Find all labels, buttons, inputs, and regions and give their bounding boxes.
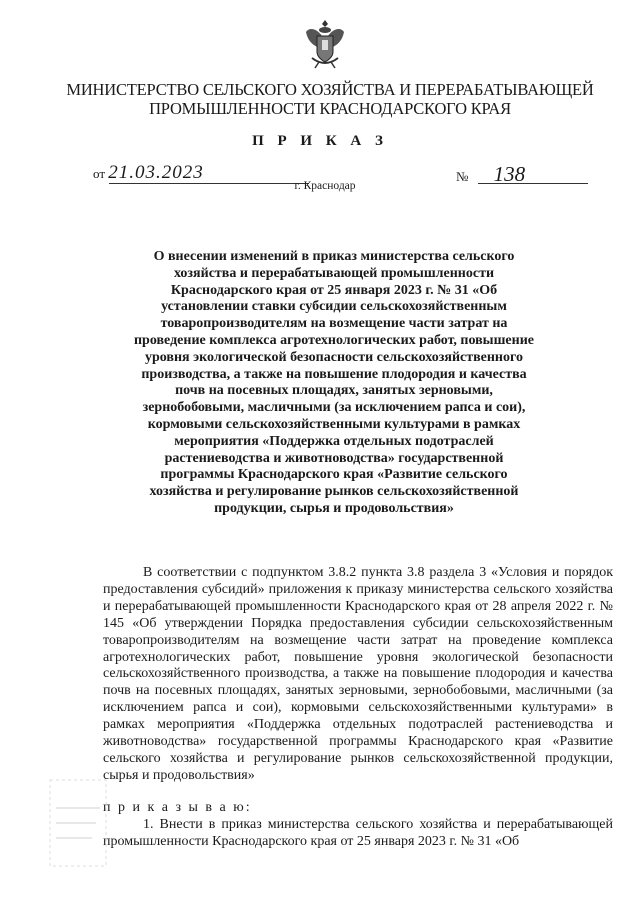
number-prefix: № — [456, 169, 469, 184]
number-value: 138 — [493, 162, 526, 186]
order-title: П Р И К А З — [252, 133, 388, 149]
city: г. Краснодар — [294, 180, 356, 192]
decree-word: п р и к а з ы в а ю: — [103, 800, 252, 815]
ministry-name-line2: ПРОМЫШЛЕННОСТИ КРАСНОДАРСКОГО КРАЯ — [149, 99, 511, 118]
ministry-name — [60, 80, 600, 118]
coat-of-arms-icon — [302, 18, 348, 70]
date-value: 21.03.2023 — [108, 162, 204, 183]
faded-stamp — [48, 778, 108, 868]
ministry-name-line1: МИНИСТЕРСТВО СЕЛЬСКОГО ХОЗЯЙСТВА И ПЕРЕРАБАТЫВАЮЩЕЙ — [66, 80, 594, 99]
date-prefix: от — [93, 166, 106, 181]
preamble-paragraph: В соответствии с подпунктом 3.8.2 пункта 3.8 раздела 3 «Условия и порядок предоставления субсидий» приложения к приказу министерства сельского хозяйства и перерабатывающей промышленности Краснодарского края от 28 апреля 2022 г. № 145 «Об утверждении Порядка предоставления субсидии сельскохозяйственным товаропроизводителям на возмещение части затрат на проведение комплекса агротехнологических работ, повышение уровня экологической безопасности сельскохозяйственного производства, а также на повышение плодородия и качества почв на посевных площадях, занятых зерновыми, зернобобовыми, масличными (за исключением рапса и сои), кормовыми сельскохозяйственными культурами» в рамках мероприятия «Поддержка отдельных подотраслей растениеводства и животноводства» государственной программы Краснодарского края «Развитие сельского хозяйства и регулирование рынков сельскохозяйственной продукции, сырья и продовольствия» — [103, 565, 613, 783]
order-subject: О внесении изменений в приказ министерства сельского хозяйства и перерабатывающей промышленности Краснодарского края от 25 января 2023 г. № 31 «Об установлении ставки субсидии сельскохозяйственным товаропроизводителям на возмещение части затрат на проведение комплекса агротехнологических работ, повышение уровня экологической безопасности сельскохозяйственного производства, а также на повышение плодородия и качества почв на посевных площадях, занятых зерновыми, зернобобовыми, масличными (за исключением рапса и сои), кормовыми сельскохозяйственными культурами в рамках мероприятия «Поддержка отдельных подотраслей растениеводства и животноводства» государственной программы Краснодарского края «Развитие сельского хозяйства и регулирование рынков сельскохозяйственной продукции, сырья и продовольствия» — [133, 249, 534, 516]
item-1-paragraph: 1. Внести в приказ министерства сельского хозяйства и перерабатывающей промышленности Краснодарского края от 25 января 2023 г. № 31 «Об — [103, 817, 613, 849]
